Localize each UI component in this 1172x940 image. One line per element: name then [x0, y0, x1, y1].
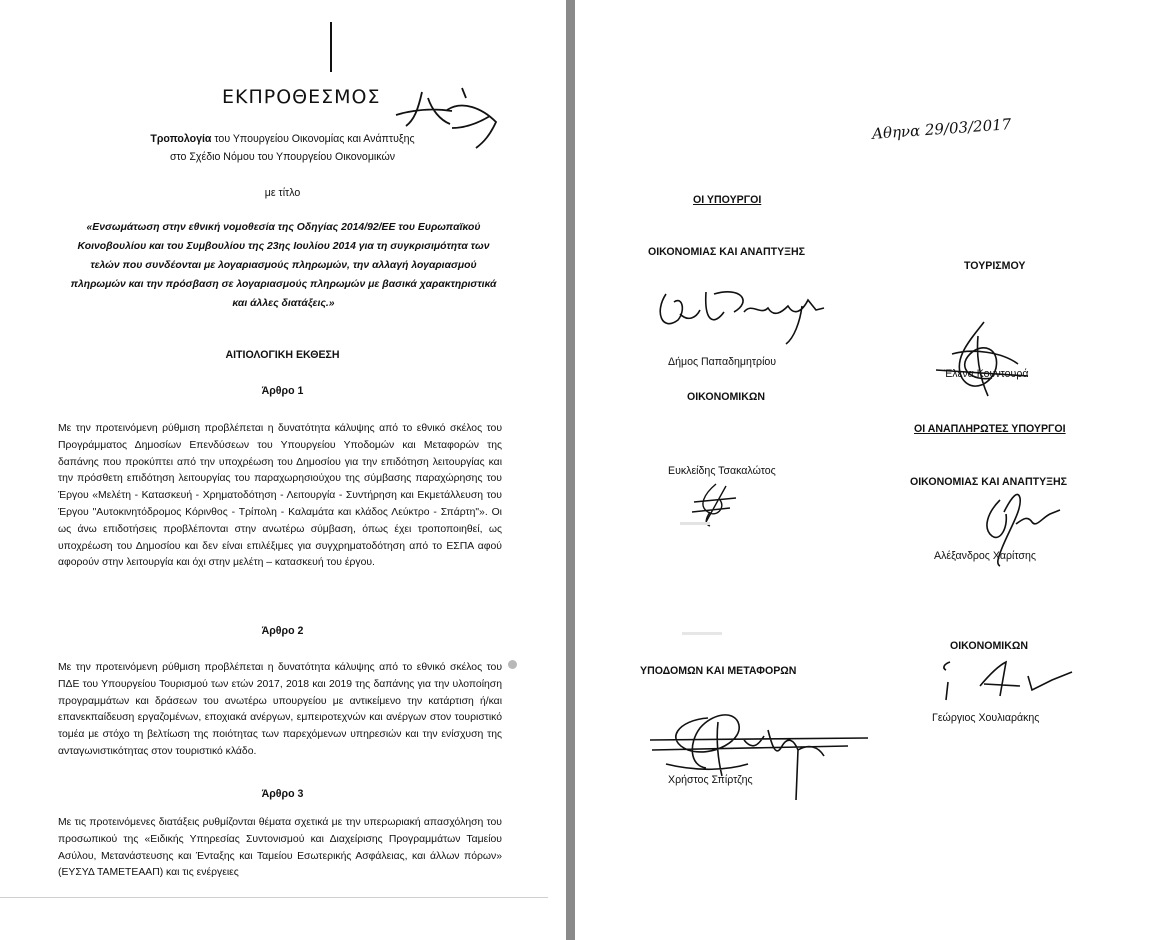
- article-1-text: Με την προτεινόμενη ρύθμιση προβλέπεται η δυνατότητα κάλυψης από το εθνικό σκέλος του Προγράμματος Δημοσίων Επενδύσεων του Υπουργείου Υποδομών και Μεταφορών της δαπάνης που προκύπτει από την υποχρέωση του Δημοσίου για την επιδότηση λειτουργίας και την πρόσθετη επιδότηση λειτουργίας του παραχωρησιούχου της σύμβασης παραχώρησης του Έργου «Μελέτη - Κατασκευή - Χρηματοδότηση - Λειτουργία - Συντήρηση και Εκμετάλλευση του Έργου "Αυτοκινητόδρομος Κόρινθος - Τρίπολη - Καλαμάτα και κλάδος Λεύκτρο - Σπάρτη"». Οι ως άνω επιδοτήσεις προβλέπονται στην ανωτέρω σύμβαση, όπως έχει τροποποιηθεί, ως υποχρέωση του Δημοσίου και δεν είναι επιλέξιμες για συγχρηματοδότηση από το ΕΣΠΑ αφού αφορούν στην λειτουργία και όχι στην μελέτη – κατασκευή του έργου.: [58, 423, 502, 569]
- infrastructure-heading: ΥΠΟΔΟΜΩΝ ΚΑΙ ΜΕΤΑΦΟΡΩΝ: [640, 665, 797, 677]
- handwritten-date: Αθηνα 29/03/2017: [871, 115, 1012, 143]
- signature-spirtzis: [648, 700, 878, 810]
- name-papadimitriou: Δήμος Παπαδημητρίου: [668, 356, 777, 368]
- name-spirtzis: Χρήστος Σπίρτζης: [668, 774, 753, 786]
- economy-heading: ΟΙΚΟΝΟΜΙΑΣ ΚΑΙ ΑΝΑΠΤΥΞΗΣ: [648, 246, 805, 258]
- finance-heading: ΟΙΚΟΝΟΜΙΚΩΝ: [687, 391, 766, 403]
- name-charitsis: Αλέξανδρος Χαρίτσης: [934, 550, 1036, 562]
- name-kountoura: Έλενα Κουντουρά: [944, 368, 1029, 380]
- scan-specks-2: [682, 632, 722, 635]
- report-heading: ΑΙΤΙΟΛΟΓΙΚΗ ΕΚΘΕΣΗ: [225, 349, 340, 361]
- name-houliarakis: Γεώργιος Χουλιαράκης: [932, 712, 1040, 724]
- margin-mark: [330, 22, 332, 72]
- amendment-ministry: του Υπουργείου Οικονομίας και Ανάπτυξης: [211, 133, 415, 145]
- bill-title: «Ενσωμάτωση στην εθνική νομοθεσία της Οδηγίας 2014/92/ΕΕ του Ευρωπαϊκού Κοινοβουλίου και του Συμβουλίου της 23ης Ιουλίου 2014 για τη συγκρισιμότητα των τελών που συνδέονται με λογαριασμούς πληρωμών, την αλλαγή λογαριασμού πληρωμών και την πρόσβαση σε λογαριασμούς πληρωμών με βασικά χαρακτηριστικά και άλλες διατάξεις.»: [70, 222, 497, 309]
- article-3-heading: Άρθρο 3: [261, 788, 304, 800]
- amendment-subtitle: στο Σχέδιο Νόμου του Υπουργείου Οικονομικών: [169, 151, 396, 163]
- scan-specks: [680, 522, 710, 525]
- signature-kountoura: [932, 318, 1032, 398]
- ministers-heading: ΟΙ ΥΠΟΥΡΓΟΙ: [693, 194, 762, 206]
- deputy-finance-heading: ΟΙΚΟΝΟΜΙΚΩΝ: [950, 640, 1029, 652]
- signature-papadimitriou: [652, 282, 832, 352]
- page-edge: [0, 897, 548, 898]
- article-2-heading: Άρθρο 2: [261, 625, 304, 637]
- amendment-label: Τροπολογία: [150, 133, 212, 145]
- page-divider: [566, 0, 575, 940]
- tourism-heading: ΤΟΥΡΙΣΜΟΥ: [964, 260, 1026, 272]
- with-title-label: με τίτλο: [264, 187, 301, 199]
- amendment-title: [60, 133, 505, 145]
- document-page-right: [576, 0, 1172, 940]
- scan-dot: [508, 660, 517, 669]
- deputy-economy-heading: ΟΙΚΟΝΟΜΙΑΣ ΚΑΙ ΑΝΑΠΤΥΞΗΣ: [910, 476, 1067, 488]
- document-page-left: [0, 0, 565, 940]
- article-2-text: Με την προτεινόμενη ρύθμιση προβλέπεται η δυνατότητα κάλυψης από το εθνικό σκέλος του ΠΔΕ του Υπουργείου Τουρισμού των ετών 2017, 2018 και 2019 της δαπάνης για την υλοποίηση προγραμμάτων και δράσεων του ανωτέρω υπουργείου με αντικείμενο την κατάρτιση ή/και επανεκπαίδευση εργαζομένων, εποχιακά ανέργων, εμπειροτεχνών και ανέργων στον τουριστικό τομέα με στόχο τη βελτίωση της ποιότητας των παρεχόμενων υπηρεσιών και την ενίσχυση της ανταγωνιστικότητας στον τουριστικό κλάδο.: [58, 662, 502, 757]
- deputy-ministers-heading: ΟΙ ΑΝΑΠΛΗΡΩΤΕΣ ΥΠΟΥΡΓΟΙ: [914, 423, 1066, 435]
- stamp-ekprothesmos: ΕΚΠΡΟΘΕΣΜΟΣ: [222, 86, 381, 108]
- signature-houliarakis: [940, 656, 1076, 706]
- name-tsakalotos: Ευκλείδης Τσακαλώτος: [668, 465, 776, 477]
- article-3-text: Με τις προτεινόμενες διατάξεις ρυθμίζονται θέματα σχετικά με την υπερωριακή απασχόληση του προσωπικού της «Ειδικής Υπηρεσίας Συντονισμού και Διαχείρισης Προγραμμάτων Ταμείου Ασύλου, Μετανάστευσης και Ένταξης και Ταμείου Εσωτερικής Ασφάλειας, και άλλων πόρων» (ΕΥΣΥΔ ΤΑΜΕΤΕΑΑΠ) και τις ενέργειες: [58, 817, 502, 879]
- article-1-heading: Άρθρο 1: [261, 385, 304, 397]
